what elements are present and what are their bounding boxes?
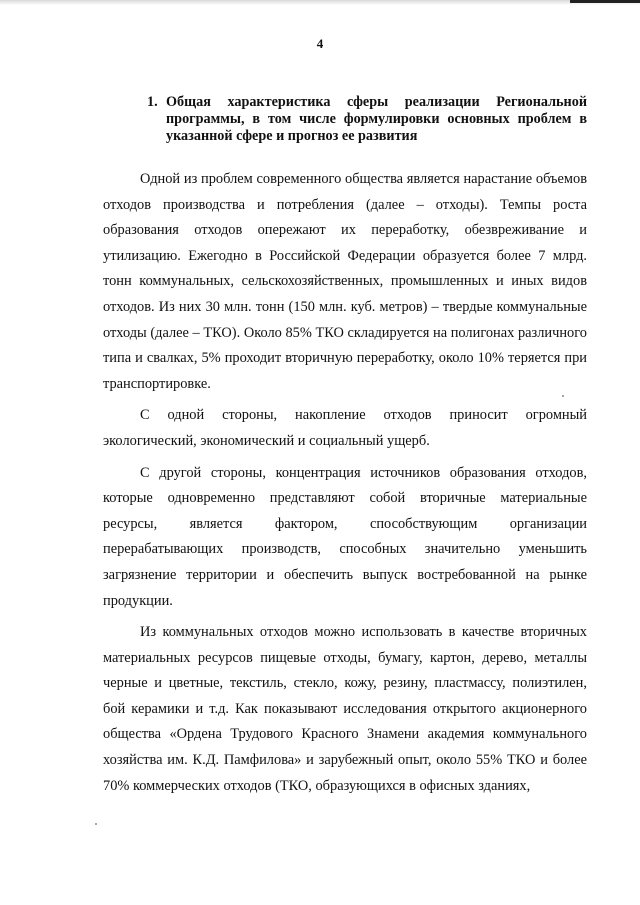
section-heading-number: 1. (147, 94, 158, 110)
body-text (103, 167, 587, 799)
section-heading (147, 94, 587, 145)
page-number: 4 (316, 36, 324, 51)
paragraph-recyclable-materials: Из коммунальных отходов можно использовать в качестве вторичных материальных ресурсов пищевые отходы, бумагу, картон, дерево, металлы черные и цветные, текстиль, стекло, кожу, резину, пластмассу, полиэтилен, бой керамики и т.д. Как показывают исследования открытого акционерного общества «Ордена Трудового Красного Знамени академия коммунального хозяйства им. К.Д. Памфилова» и зарубежный опыт, около 55% ТКО и более 70% коммерческих отходов (ТКО, образующихся в офисных зданиях, (103, 624, 587, 794)
scan-speck (95, 823, 97, 825)
paragraph-secondary-resources: С другой стороны, концентрация источников образования отходов, которые одновременно представляют собой вторичные материальные ресурсы, является фактором, способствующим организации перерабатывающих производств, способных значительно уменьшить загрязнение территории и обеспечить выпуск востребованной на рынке продукции. (103, 464, 587, 609)
section-heading-text: Общая характеристика сферы реализации Региональной программы, в том числе формулировки основных проблем в указанной сфере и прогноз ее развития (166, 94, 587, 144)
paragraph-damage: С одной стороны, накопление отходов приносит огромный экологический, экономический и социальный ущерб. (103, 407, 587, 449)
scan-corner-mark (570, 0, 640, 3)
scan-top-edge (0, 0, 640, 5)
scan-speck (562, 395, 564, 397)
paragraph-waste-problem: Одной из проблем современного общества является нарастание объемов отходов производства и потребления (далее – отходы). Темпы роста образования отходов опережают их переработку, обезвреживание и утилизацию. Ежегодно в Российской Федерации образуется более 7 млрд. тонн коммунальных, сельскохозяйственных, промышленных и иных видов отходов. Из них 30 млн. тонн (150 млн. куб. метров) – твердые коммунальные отходы (далее – ТКО). Около 85% ТКО складируется на полигонах различного типа и свалках, 5% проходит вторичную переработку, около 10% теряется при транспортировке. (103, 171, 587, 392)
